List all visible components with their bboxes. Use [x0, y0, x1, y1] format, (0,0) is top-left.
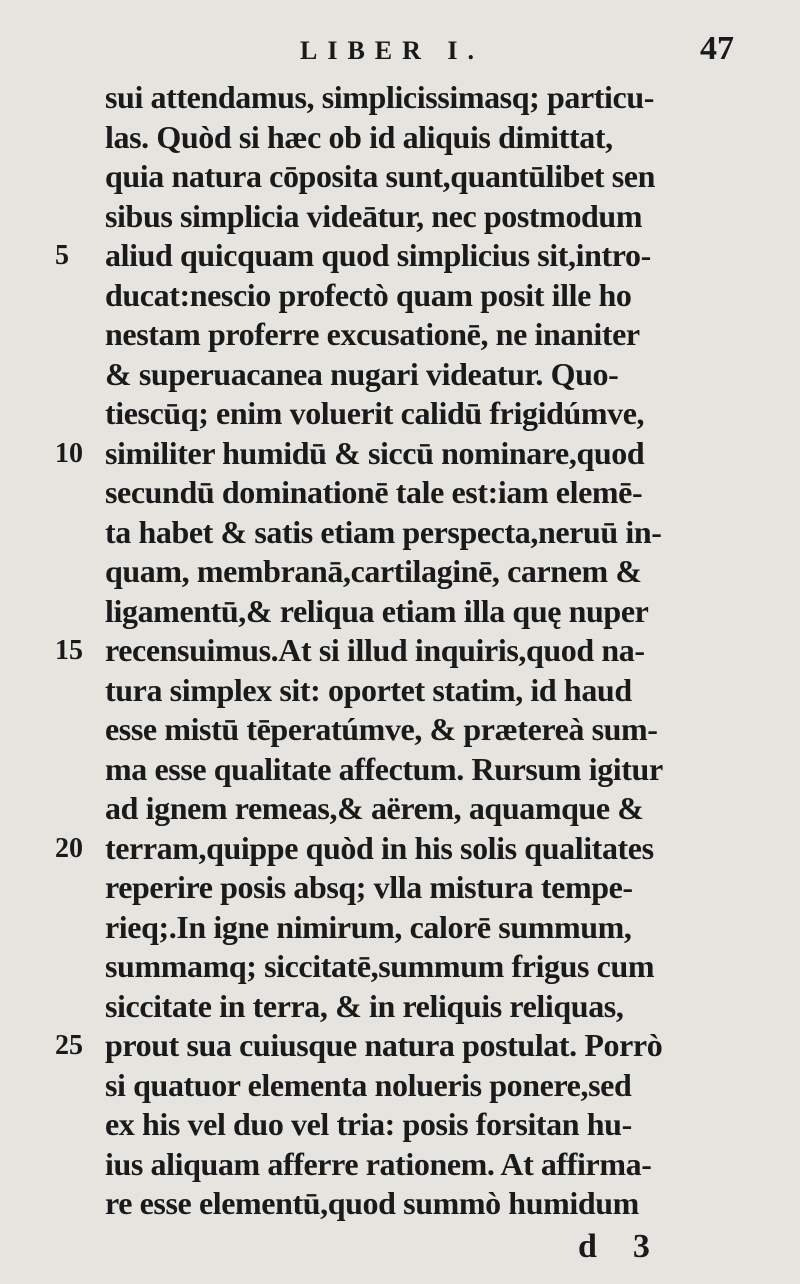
text-line: esse mistū tēperatúmve, & prætereà sum- — [105, 711, 658, 747]
text-line: & superuacanea nugari videatur. Quo- — [105, 355, 619, 392]
text-line: ius aliquam afferre rationem. At affirma- — [105, 1145, 652, 1182]
signature-mark — [578, 1228, 686, 1266]
text-line: recensuimus.At si illud inquiris,quod na- — [105, 632, 645, 668]
page-number: 47 — [700, 30, 734, 67]
text-line: ma esse qualitate affectum. Rursum igitur — [105, 750, 663, 787]
text-line: rieq;.In igne nimirum, calorē summum, — [105, 908, 632, 945]
text-line: nestam proferre excusationē, ne inaniter — [105, 316, 640, 352]
text-line: prout sua cuiusque natura postulat. Porrò — [105, 1027, 663, 1063]
line-number: 15 — [55, 635, 83, 666]
text-line: secundū dominationē tale est:iam elemē- — [105, 474, 643, 510]
text-line: summamq; siccitatē,summum frigus cum — [105, 948, 655, 984]
line-number: 25 — [55, 1030, 83, 1061]
text-line: las. Quòd si hæc ob id aliquis dimittat, — [105, 118, 613, 155]
line-number: 10 — [55, 437, 83, 469]
text-line: ta habet & satis etiam perspecta,neruū in- — [105, 513, 662, 550]
text-line: reperire posis absq; vlla mistura tempe- — [105, 869, 633, 905]
signature-letter: d — [578, 1227, 597, 1265]
text-line: ligamentū,& reliqua etiam illa quę nuper — [105, 592, 649, 629]
text-line: quia natura cōposita sunt,quantūlibet sen — [105, 158, 655, 194]
text-line: similiter humidū & siccū nominare,quod — [105, 434, 645, 471]
text-line: sibus simplicia videātur, nec postmodum — [105, 197, 643, 234]
text-line: terram,quippe quòd in his solis qualitates — [105, 829, 654, 866]
text-line: sui attendamus, simplicissimasq; particu- — [105, 79, 654, 115]
line-number: 5 — [55, 240, 69, 271]
text-line: ducat:nescio profectò quam posit ille ho — [105, 276, 632, 313]
text-line: si quatuor elementa nolueris ponere,sed — [105, 1066, 632, 1103]
text-line: tura simplex sit: oportet statim, id haud — [105, 671, 632, 708]
text-line: tiescūq; enim voluerit calidū frigidúmve, — [105, 395, 645, 431]
text-line: re esse elementū,quod summò humidum — [105, 1185, 639, 1221]
text-line: ex his vel duo vel tria: posis forsitan hu- — [105, 1106, 632, 1142]
signature-number: 3 — [632, 1227, 650, 1265]
text-line: siccitate in terra, & in reliquis reliquas, — [105, 987, 624, 1024]
text-line: aliud quicquam quod simplicius sit,intro- — [105, 237, 651, 273]
running-head: LIBER I. — [300, 36, 485, 65]
line-number: 20 — [55, 832, 83, 864]
text-line: ad ignem remeas,& aërem, aquamque & — [105, 790, 644, 826]
text-line: quam, membranā,cartilaginē, carnem & — [105, 553, 642, 589]
